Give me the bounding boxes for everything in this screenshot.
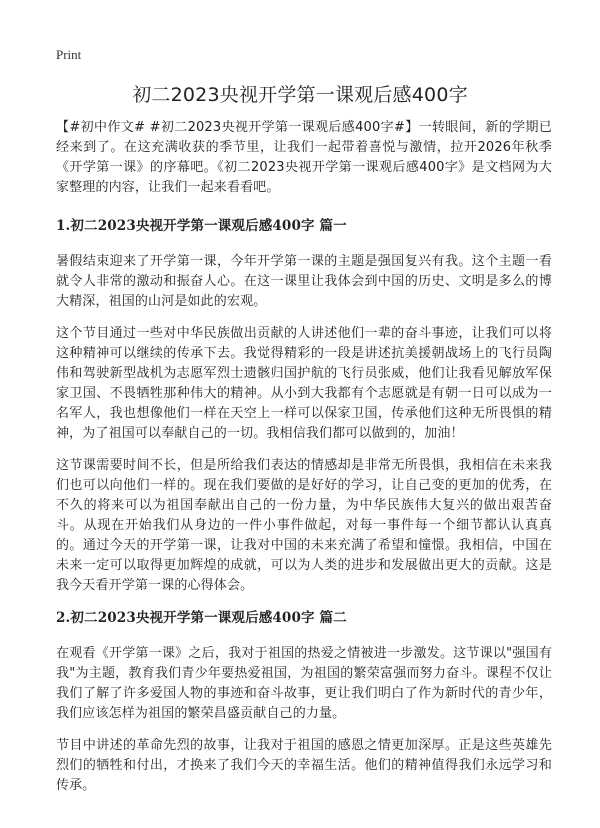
print-link[interactable]: Print (56, 47, 82, 62)
section-2-paragraph-2: 节目中讲述的革命先烈的故事，让我对于祖国的感恩之情更加深厚。正是这些英雄先烈们的牺牲和付出，才换来了我们今天的幸福生活。他们的精神值得我们永远学习和传承。 (56, 738, 552, 793)
section-1-paragraph-2: 这个节目通过一些对中华民族做出贡献的人讲述他们一辈的奋斗事迹，让我们可以将这种精神可以继续的传承下去。我觉得精彩的一段是讲述抗美援朝战场上的飞行员陶伟和驾驶新型战机为志愿军烈士遗骸归国护航的飞行员张威，他们让我看见解放军保家卫国、不畏牺牲那种伟大的精神。从小到大我都有个志愿就是有朝一日可以成为一名军人，我也想像他们一样在天空上一样可以保家卫国，传承他们这种无所畏惧的精神，为了祖国可以奉献自己的一切。我相信我们都可以做到的，加油！ (56, 326, 552, 441)
section-1-heading: 1.初二2023央视开学第一课观后感400字 篇一 (56, 218, 347, 234)
section-1-paragraph-3: 这节课需要时间不长，但是所给我们表达的情感却是非常无所畏惧，我相信在未来我们也可以向他们一样的。现在我们要做的是好好的学习，让自己变的更加的优秀，在不久的将来可以为祖国奉献出自己的一份力量，为中华民族伟大复兴的做出艰苦奋斗。从现在开始我们从身边的一件小事件做起，对每一事件每一个细节都认认真真的。通过今天的开学第一课，让我对中国的未来充满了希望和憧憬。我相信，中国在未来一定可以取得更加辉煌的成就，可以为人类的进步和发展做出更大的贡献。这是我今天看开学第一课的心得体会。 (56, 458, 552, 593)
section-1-paragraph-1: 暑假结束迎来了开学第一课，今年开学第一课的主题是强国复兴有我。这个主题一看就令人非常的激动和振奋人心。在这一课里让我体会到中国的历史、文明是多么的博大精深，祖国的山河是如此的宏观。 (56, 254, 552, 309)
page-title: 初二2023央视开学第一课观后感400字 (132, 84, 468, 106)
article-body (56, 118, 552, 808)
section-2-heading: 2.初二2023央视开学第一课观后感400字 篇二 (56, 610, 347, 626)
intro-paragraph: 【#初中作文# #初二2023央视开学第一课观后感400字#】一转眼间，新的学期已经来到了。在这充满收获的季节里，让我们一起带着喜悦与激情，拉开2026年秋季《开学第一课》的序幕吧。《初二2023央视开学第一课观后感400字》是文档网为大家整理的内容，让我们一起来看看吧。 (56, 120, 552, 195)
section-2-paragraph-1: 在观看《开学第一课》之后，我对于祖国的热爱之情被进一步激发。这节课以"强国有我"为主题，教育我们青少年要热爱祖国，为祖国的繁荣富强而努力奋斗。课程不仅让我们了解了许多爱国人物的事迹和奋斗故事，更让我们明白了作为新时代的青少年，我们应该怎样为祖国的繁荣昌盛贡献自己的力量。 (56, 646, 552, 721)
